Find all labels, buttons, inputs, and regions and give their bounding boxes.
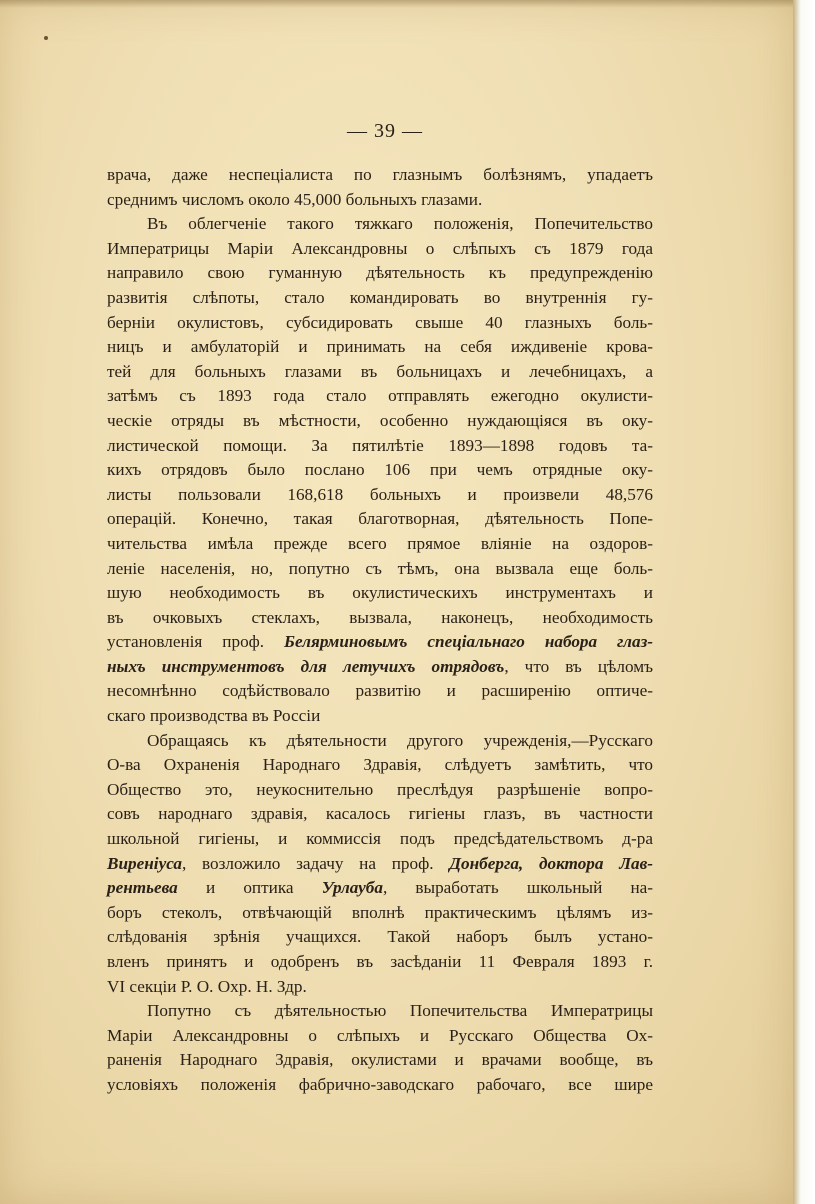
text-line: Попутно съ дѣятельностью Попечительства Императрицы [147, 1001, 653, 1021]
text-line: скаго производства въ Россіи [107, 706, 321, 726]
text-line: листической помощи. За пятилѣтіе 1893—1898 годовъ та- [107, 435, 653, 455]
text-line: ницъ и амбулаторій и принимать на себя иждивеніе крова- [107, 337, 653, 357]
text-line: совъ народнаго здравія, касалось гигіены глазъ, въ частности [107, 804, 653, 824]
text-line: листы пользовали 168,618 больныхъ и произвели 48,576 [107, 484, 653, 504]
text-line [107, 655, 653, 680]
text-line: операцій. Конечно, такая благотворная, дѣятельность Попе- [107, 509, 653, 529]
paragraph [107, 999, 653, 1097]
italic-text: Урлауба [321, 878, 383, 898]
text-line: шую необходимость въ окулистическихъ инструментахъ и [107, 583, 653, 603]
text-line: въ очковыхъ стеклахъ, вызвала, наконецъ, необходимость [107, 607, 653, 627]
text-line: развитія слѣпоты, стало командировать во внутреннія гу- [107, 287, 653, 307]
text-line: Маріи Александровны о слѣпыхъ и Русскаго Общества Ох- [107, 1025, 653, 1045]
text-line: чительства имѣла прежде всего прямое вліяніе на оздоров- [107, 533, 653, 553]
text-line: О-ва Охраненія Народнаго Здравія, слѣдуетъ замѣтить, что [107, 755, 653, 775]
paragraph [107, 212, 653, 728]
italic-text: Донберга, доктора Лав- [449, 853, 653, 873]
text-line: несомнѣнно содѣйствовало развитію и расширенію оптиче- [107, 681, 653, 701]
text-fragment: и оптика [177, 878, 322, 898]
italic-text: ныхъ инструментовъ для летучихъ отрядовъ [107, 656, 505, 676]
text-line: боръ стеколъ, отвѣчающій вполнѣ практическимъ цѣлямъ из- [107, 902, 653, 922]
italic-text: Виреніуса [107, 853, 182, 873]
text-line [107, 852, 653, 877]
body-text [107, 163, 653, 1098]
page-number: — 39 — [347, 120, 423, 142]
text-line: кихъ отрядовъ было послано 106 при чемъ отрядные оку- [107, 460, 653, 480]
italic-text: Белярминовымъ спеціальнаго набора глаз- [284, 632, 653, 652]
italic-text: рентьева [107, 878, 178, 898]
paragraph [107, 163, 653, 212]
text-line: среднимъ числомъ около 45,000 больныхъ глазами. [107, 189, 483, 209]
text-line: тей для больныхъ глазами въ больницахъ и лечебницахъ, а [107, 361, 653, 381]
text-line: вленъ принятъ и одобренъ въ засѣданіи 11 Февраля 1893 г. [107, 952, 653, 971]
text-line: ческіе отряды въ мѣстности, особенно нуждающіяся въ оку- [107, 410, 653, 430]
text-line: Въ облегченіе такого тяжкаго положенія, Попечительство [147, 214, 653, 234]
page-edge [793, 0, 815, 1204]
text-line: слѣдованія зрѣнія учащихся. Такой наборъ былъ устано- [107, 927, 653, 947]
text-line: берніи окулистовъ, субсидировать свыше 40 глазныхъ боль- [107, 312, 653, 332]
text-line: врача, даже неспеціалиста по глазнымъ болѣзнямъ, упадаетъ [107, 165, 653, 184]
page-top-shadow [0, 0, 793, 8]
text-fragment: , возложило задачу на проф. [181, 853, 450, 873]
text-line: школьной гигіены, и коммиссія подъ предсѣдательствомъ д-ра [107, 829, 653, 849]
text-line [107, 630, 653, 655]
text-line [107, 876, 653, 901]
text-fragment: , выработать школьный на- [382, 878, 653, 898]
paragraph [107, 729, 653, 1000]
ink-speck [44, 36, 48, 40]
text-line: VI секціи Р. О. Охр. Н. Здр. [107, 976, 307, 996]
text-line: условіяхъ положенія фабрично-заводскаго рабочаго, все шире [107, 1074, 653, 1094]
text-line: затѣмъ съ 1893 года стало отправлять ежегодно окулисти- [107, 386, 653, 406]
text-fragment: , что въ цѣломъ [504, 656, 653, 676]
text-fragment: установленія проф. [107, 632, 285, 652]
text-line: направило свою гуманную дѣятельность къ предупрежденію [107, 263, 653, 283]
text-line: раненія Народнаго Здравія, окулистами и врачами вообще, въ [107, 1050, 653, 1070]
text-line: леніе населенія, но, попутно съ тѣмъ, она вызвала еще боль- [107, 558, 653, 578]
text-line: Общество это, неукоснительно преслѣдуя разрѣшеніе вопро- [107, 779, 653, 799]
text-line: Обращаясь къ дѣятельности другого учрежденія,—Русскаго [147, 730, 653, 750]
text-line: Императрицы Маріи Александровны о слѣпыхъ съ 1879 года [107, 238, 653, 258]
